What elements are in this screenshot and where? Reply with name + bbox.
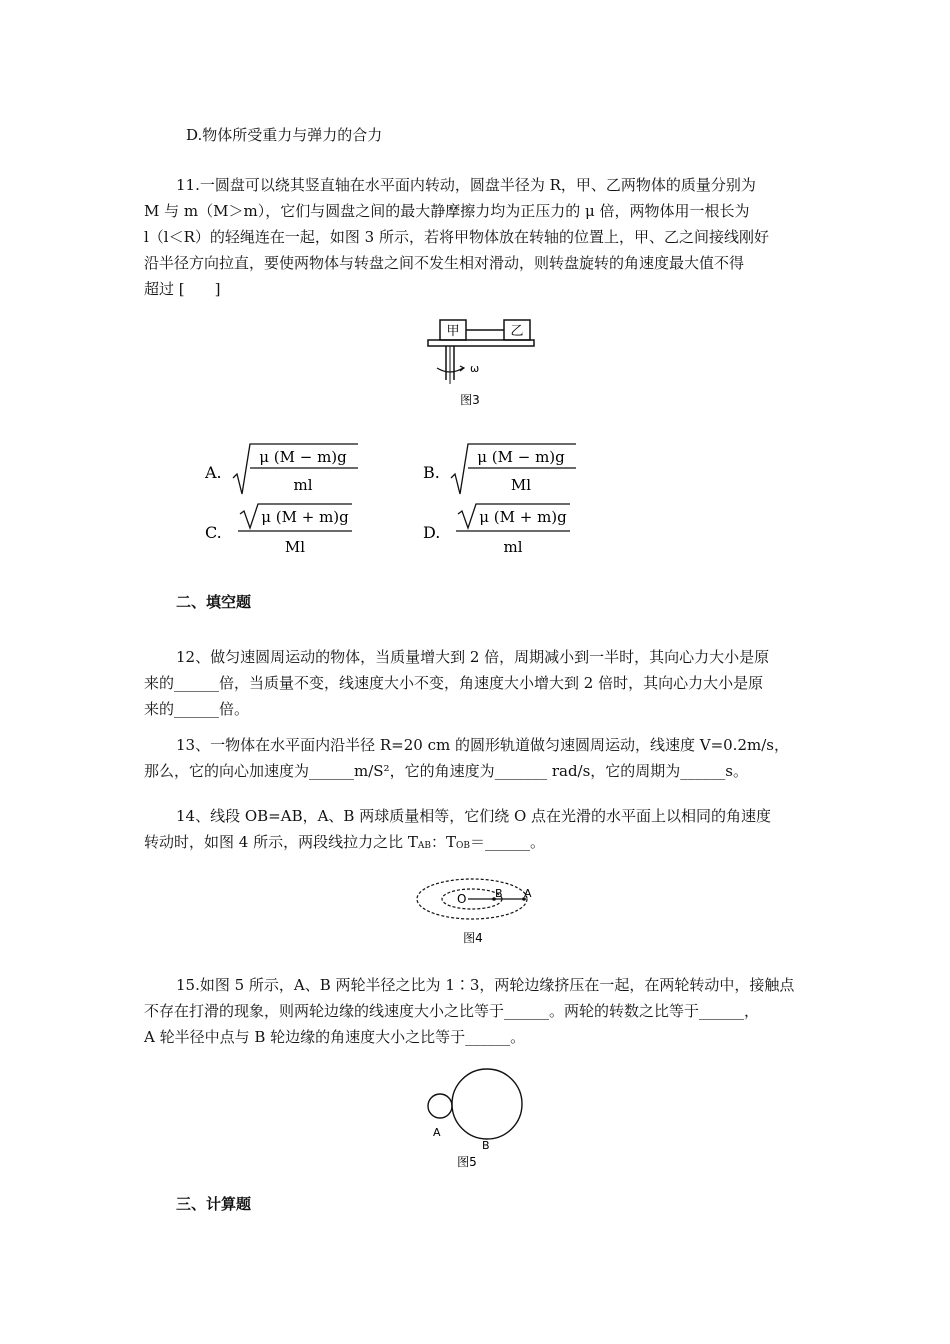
- option-letter: A.: [205, 463, 222, 482]
- figure-4: [414, 872, 544, 952]
- fig4-caption: 图4: [463, 931, 483, 945]
- q14-line2-suffix: ＝______。: [470, 833, 546, 851]
- option-letter: C.: [205, 523, 222, 542]
- q11-option-d: [418, 500, 583, 564]
- q12-line: 来的______倍，当质量不变，线速度大小不变，角速度大小增大到 2 倍时，其向心力大小是原: [144, 674, 764, 692]
- q15-line: 不存在打滑的现象，则两轮边缘的线速度大小之比等于______。两轮的转数之比等于______，: [144, 1002, 760, 1020]
- q12-line: 12、做匀速圆周运动的物体，当质量增大到 2 倍，周期减小到一半时，其向心力大小是原: [176, 648, 770, 666]
- q15-line: A 轮半径中点与 B 轮边缘的角速度大小之比等于______。: [144, 1028, 526, 1046]
- fig5-caption: 图5: [457, 1155, 477, 1169]
- q12-text: [144, 644, 814, 722]
- q14-line2-prefix: 转动时，如图 4 所示，两段线拉力之比 T: [144, 833, 418, 851]
- option-denominator: ml: [503, 538, 523, 556]
- section-2-title: 二、填空题: [176, 593, 252, 611]
- q14-sub-ob: OB: [456, 841, 470, 851]
- figure-5: [420, 1062, 530, 1176]
- fig4-label-b: B: [495, 887, 503, 900]
- q11-line: 沿半径方向拉直，要使两物体与转盘之间不发生相对滑动，则转盘旋转的角速度最大值不得: [144, 254, 745, 272]
- fig4-label-a: A: [524, 887, 532, 900]
- q14-line: [144, 829, 814, 859]
- fig5-label-a: A: [433, 1126, 441, 1139]
- q11-line: l（l＜R）的轻绳连在一起，如图 3 所示，若将甲物体放在转轴的位置上，甲、乙之间接线刚好: [144, 228, 769, 246]
- fig3-caption: 图3: [460, 393, 480, 407]
- q15-text: [144, 972, 814, 1050]
- option-denominator: Ml: [510, 476, 532, 494]
- q11-option-b: [418, 438, 583, 502]
- q11-line: M 与 m（M＞m），它们与圆盘之间的最大静摩擦力均为正压力的 μ 倍，两物体用一根长为: [144, 202, 750, 220]
- option-numerator: μ (M + m)g: [479, 508, 567, 526]
- q13-text: [144, 732, 814, 784]
- option-denominator: Ml: [284, 538, 306, 556]
- fig3-label-yi: 乙: [510, 324, 524, 339]
- option-numerator: μ (M − m)g: [259, 448, 347, 466]
- option-letter: B.: [423, 463, 440, 482]
- q12-line: 来的______倍。: [144, 700, 250, 718]
- q13-line: 13、一物体在水平面内沿半径 R=20 cm 的圆形轨道做匀速圆周运动，线速度 V=0.2m/s，: [176, 736, 789, 754]
- q11-text: [144, 172, 814, 302]
- q14-text: [144, 803, 814, 859]
- q11-line: 11.一圆盘可以绕其竖直轴在水平面内转动，圆盘半径为 R，甲、乙两物体的质量分别为: [176, 176, 756, 194]
- option-letter: D.: [423, 523, 441, 542]
- q14-sub-ab: AB: [417, 841, 431, 851]
- q11-option-a: [200, 438, 365, 502]
- q14-mid: ：T: [430, 833, 456, 851]
- q15-line: 15.如图 5 所示，A、B 两轮半径之比为 1∶3，两轮边缘挤压在一起，在两轮转动中，接触点: [176, 976, 795, 994]
- q11-line: 超过 [ ]: [144, 280, 221, 298]
- fig4-label-o: O: [457, 892, 467, 906]
- fig3-label-jia: 甲: [446, 324, 460, 339]
- q10-option-d: D.物体所受重力与弹力的合力: [186, 126, 383, 144]
- q13-line: 那么，它的向心加速度为______m/S²，它的角速度为_______ rad/s，它的周期为______s。: [144, 762, 749, 780]
- option-numerator: μ (M + m)g: [261, 508, 349, 526]
- fig5-label-b: B: [482, 1139, 490, 1152]
- fig3-label-omega: ω: [470, 362, 480, 375]
- q14-line: 14、线段 OB=AB，A、B 两球质量相等，它们绕 O 点在光滑的水平面上以相同的角速度: [176, 807, 772, 825]
- option-numerator: μ (M − m)g: [477, 448, 565, 466]
- option-denominator: ml: [293, 476, 313, 494]
- figure-3: [420, 312, 540, 416]
- section-3-title: 三、计算题: [176, 1195, 252, 1213]
- q11-option-c: [200, 500, 365, 564]
